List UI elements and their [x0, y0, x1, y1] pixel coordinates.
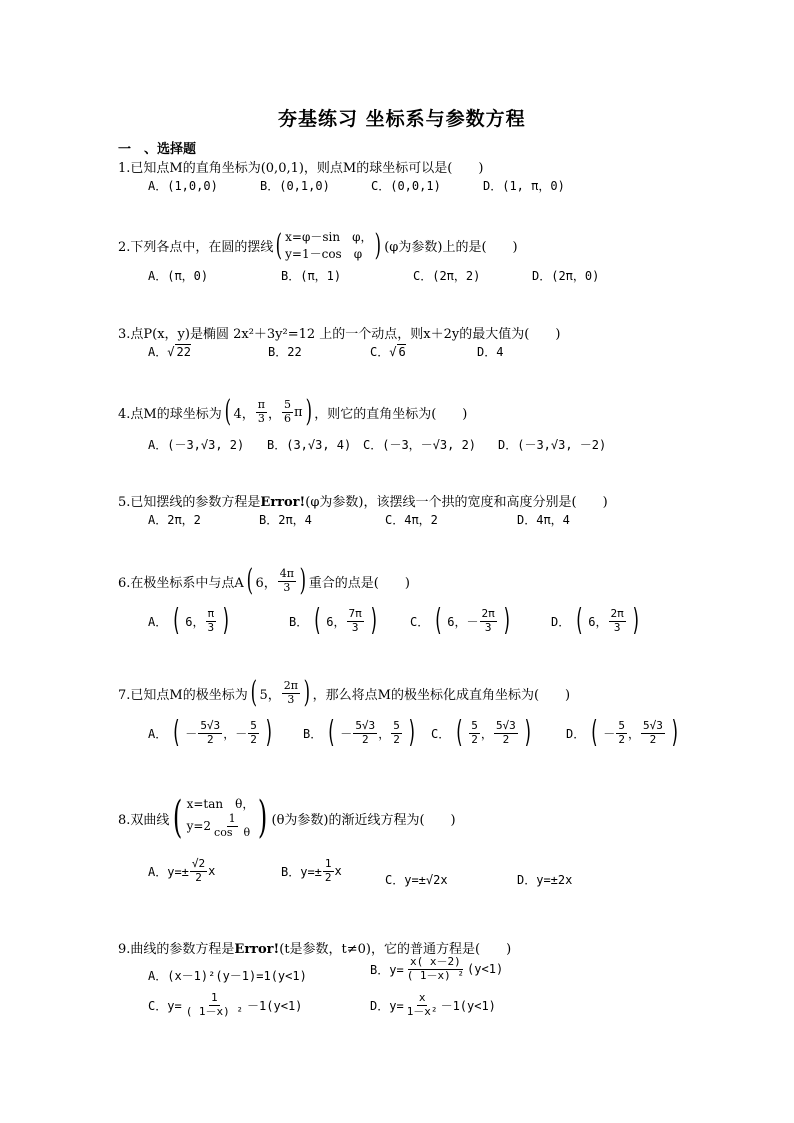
question-2-option-d: D．(2π，0)	[532, 269, 600, 283]
question-1-option-b: B．(0,1,0)	[260, 179, 330, 193]
question-6-option-d: D． ( 6， $\frac{2\pi}{3}$ )	[551, 603, 641, 638]
question-6-option-a: A． ( 6， $\frac{\pi}{3}$ )	[148, 603, 232, 638]
question-4-option-a: A．(－3,√3, 2)	[148, 438, 245, 452]
question-2-eq-2: y=1－cos φ	[285, 246, 363, 261]
question-8-stem: 8.双曲线 ( x=tan θ， y=2 $\frac{1}{\text{cos θ}}$ ) (θ为参数)的渐近线方程为( )	[118, 792, 456, 843]
question-9-option-d: D．y= $\frac{x}{\text{1－x²}}$ －1(y<1)	[370, 991, 496, 1018]
question-1-stem: 1.已知点M的直角坐标为(0,0,1)，则点M的球坐标可以是( )	[118, 161, 484, 176]
question-1-option-c: C．(0,0,1)	[371, 179, 441, 193]
question-7-option-b: B． ( － $\frac{5√3}{2}$ ， $\frac{5}{2}$ )	[303, 715, 417, 750]
question-5-error-field: Error!	[260, 495, 306, 510]
question-5-option-d: D．4π，4	[517, 513, 570, 527]
question-4-option-c: C．(－3，－√3, 2)	[363, 438, 477, 452]
question-2-eq-1: x=φ－sin φ，	[285, 230, 373, 244]
question-7-option-a: A． ( － $\frac{5√3}{2}$ ， － $\frac{5}{2}$ )	[148, 715, 274, 750]
question-2-prefix: 2.下列各点中，在圆的摆线	[118, 240, 274, 256]
question-5-option-b: B．2π，4	[259, 513, 312, 527]
question-2-system: ( x=φ－sin φ， y=1－cos φ )	[276, 227, 382, 263]
question-7-option-c: C． ( $\frac{5}{2}$ ， $\frac{5√3}{2}$ )	[431, 715, 533, 750]
question-8-option-d: D．y=±2x	[517, 873, 573, 887]
question-5-option-a: A．2π，2	[148, 513, 201, 527]
question-9-stem: 9.曲线的参数方程是Error!(t是参数，t≠0)，它的普通方程是( )	[118, 942, 512, 957]
question-8-system: ( x=tan θ， y=2 $\frac{1}{\text{cos θ}}$ )	[173, 792, 268, 843]
question-8-option-b: B．y=± $\frac{1}{2}$ x	[281, 857, 342, 884]
question-1-option-a: A．(1,0,0)	[148, 179, 218, 193]
question-9-option-b: B．y= $\frac{x( x-2)}{\text{( 1－x) ²}}$ (y<1)	[370, 955, 504, 982]
question-5-stem: 5.已知摆线的参数方程是Error!(φ为参数)，该摆线一个拱的宽度和高度分别是( )	[118, 495, 608, 510]
question-6-stem: 6.在极坐标系中与点A ( 6， $\frac{4\pi}{3}$ ) 重合的点是( )	[118, 563, 410, 598]
question-9-option-a: A．(x－1)²(y－1)=1(y<1)	[148, 969, 307, 983]
question-3-stem: 3.点P(x，y)是椭圆 2x²＋3y²=12 上的一个动点，则x＋2y的最大值为( )	[118, 327, 561, 342]
question-8-option-a: A．y=± $\frac{√2}{2}$ x	[148, 857, 216, 884]
question-3-option-b: B．22	[268, 345, 302, 359]
question-7-stem: 7.已知点M的极坐标为 ( 5， $\frac{2\pi}{3}$ ) ，那么将点M的极坐标化成直角坐标为( )	[118, 675, 571, 710]
question-2-stem	[118, 229, 518, 263]
question-1-option-d: D．(1, π，0)	[483, 179, 565, 193]
question-6-option-c: C． ( 6， － $\frac{2\pi}{3}$ )	[410, 603, 512, 638]
question-4-stem: 4.点M的球坐标为 ( 4， $\frac{\pi}{3}$ ， $\frac{5}{6}$ π ) ，则它的直角坐标为( )	[118, 394, 468, 429]
question-2-option-a: A．(π，0)	[148, 269, 209, 283]
question-3-option-a: A．√ 22	[148, 345, 191, 359]
page-title: 夯基练习 坐标系与参数方程	[278, 108, 526, 130]
question-2-suffix: (φ为参数)上的是( )	[384, 240, 518, 256]
question-2-option-b: B．(π，1)	[281, 269, 342, 283]
question-3-option-d: D．4	[477, 345, 504, 359]
section-heading: 一 、选择题	[118, 142, 197, 157]
question-4-option-d: D．(－3,√3, －2)	[498, 438, 607, 452]
question-4-option-b: B．(3,√3, 4)	[267, 438, 352, 452]
question-9-error-field: Error!	[234, 942, 280, 957]
question-6-option-b: B． ( 6， $\frac{7\pi}{3}$ )	[289, 603, 379, 638]
question-3-option-c: C．√ 6	[370, 345, 406, 359]
question-7-option-d: D． ( － $\frac{5}{2}$ ， $\frac{5√3}{2}$ )	[566, 715, 680, 750]
question-2-option-c: C．(2π，2)	[413, 269, 481, 283]
question-9-option-c: C．y= $\frac{1}{\text{( 1－x) ²}}$ －1(y<1)	[148, 991, 303, 1018]
question-5-option-c: C．4π，2	[385, 513, 438, 527]
question-8-option-c: C．y=±√2x	[385, 873, 448, 887]
